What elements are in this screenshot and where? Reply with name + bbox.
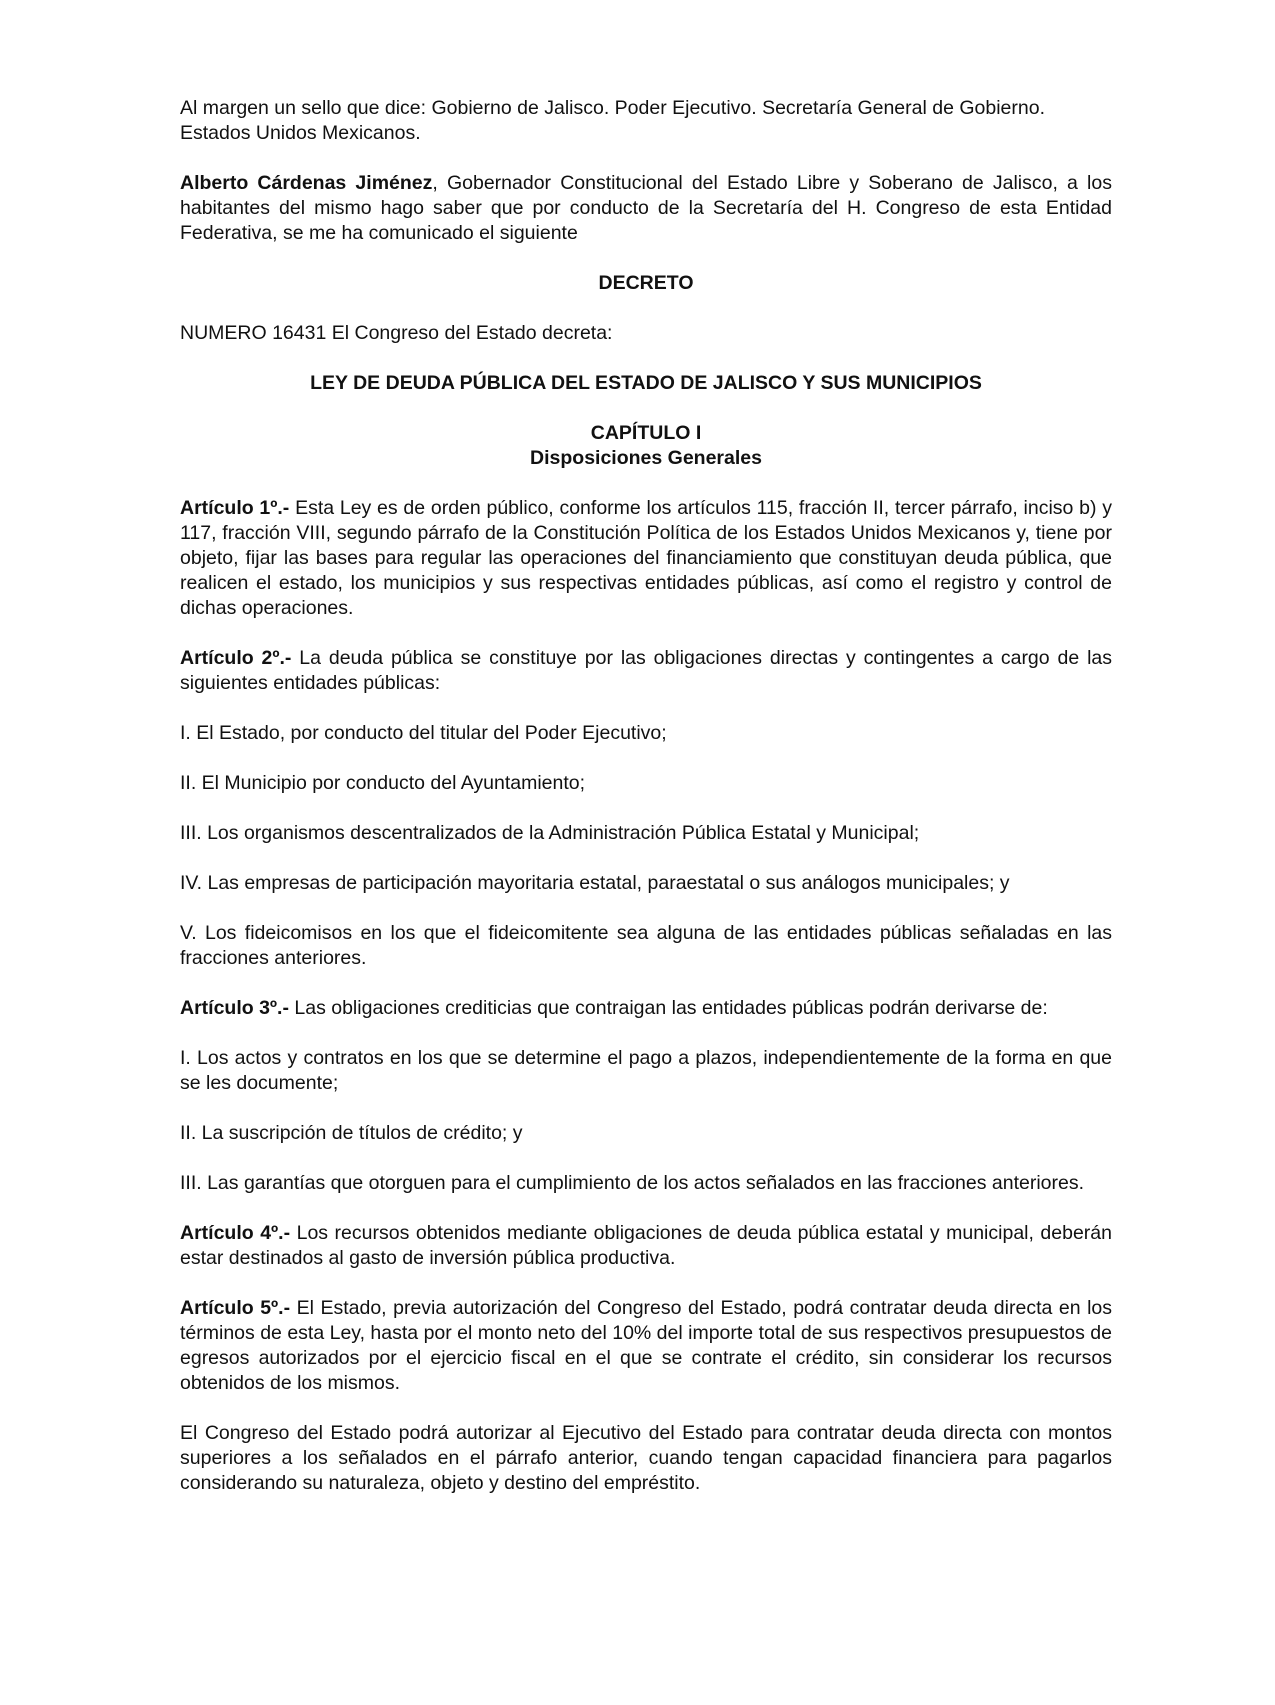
article-2-fraction-3: III. Los organismos descentralizados de la Administración Pública Estatal y Municipal; — [180, 822, 920, 844]
seal-paragraph: Al margen un sello que dice: Gobierno de Jalisco. Poder Ejecutivo. Secretaría General de Gobierno. Estados Unidos Mexicanos. — [180, 97, 1045, 144]
governor-text: , Gobernador Constitucional del Estado Libre y Soberano de Jalisco, a los habitantes del mismo hago saber que por conducto de la Secretaría del H. Congreso de esta Entidad Federativa, se me ha comunicado el siguiente — [180, 172, 1112, 244]
article-1-text: Esta Ley es de orden público, conforme los artículos 115, fracción II, tercer párrafo, inciso b) y 117, fracción VIII, segundo párrafo de la Constitución Política de los Estados Unidos Mexicanos y, tiene por objeto, fijar las bases para regular las operaciones del financiamiento que constituyan deuda pública, que realicen el estado, los municipios y sus respectivas entidades públicas, así como el registro y control de dichas operaciones. — [180, 497, 1112, 619]
article-1 — [180, 496, 1112, 621]
article-5-label: Artículo 5º.- — [180, 1297, 291, 1319]
article-2-fraction-1: I. El Estado, por conducto del titular del Poder Ejecutivo; — [180, 722, 667, 744]
article-4-label: Artículo 4º.- — [180, 1222, 291, 1244]
document-body — [180, 96, 1112, 1521]
article-5-text: El Estado, previa autorización del Congreso del Estado, podrá contratar deuda directa en los términos de esta Ley, hasta por el monto neto del 10% del importe total de sus respectivos presupuestos de egresos autorizados por el ejercicio fiscal en el que se contrate el crédito, sin considerar los recursos obtenidos de los mismos. — [180, 1297, 1112, 1394]
article-3-fraction-3: III. Las garantías que otorguen para el cumplimiento de los actos señalados en las fracciones anteriores. — [180, 1172, 1085, 1194]
article-4-text: Los recursos obtenidos mediante obligaciones de deuda pública estatal y municipal, deberán estar destinados al gasto de inversión pública productiva. — [180, 1222, 1112, 1269]
article-2-fraction-5: V. Los fideicomisos en los que el fideicomitente sea alguna de las entidades públicas señaladas en las fracciones anteriores. — [180, 922, 1112, 969]
article-3-fraction-1: I. Los actos y contratos en los que se determine el pago a plazos, independientemente de la forma en que se les documente; — [180, 1047, 1112, 1094]
article-4 — [180, 1221, 1112, 1271]
article-5-paragraph-2: El Congreso del Estado podrá autorizar al Ejecutivo del Estado para contratar deuda directa con montos superiores a los señalados en el párrafo anterior, cuando tengan capacidad financiera para pagarlos considerando su naturaleza, objeto y destino del empréstito. — [180, 1422, 1112, 1494]
chapter-number: CAPÍTULO I — [590, 422, 702, 444]
article-2-label: Artículo 2º.- — [180, 647, 292, 669]
article-2-fraction-2: II. El Municipio por conducto del Ayuntamiento; — [180, 772, 586, 794]
article-3-text: Las obligaciones crediticias que contraigan las entidades públicas podrán derivarse de: — [288, 997, 1048, 1019]
governor-paragraph — [180, 171, 1112, 246]
article-3-fraction-2: II. La suscripción de títulos de crédito; y — [180, 1122, 523, 1144]
article-2-fraction-4: IV. Las empresas de participación mayoritaria estatal, paraestatal o sus análogos municipales; y — [180, 872, 1010, 894]
law-title: LEY DE DEUDA PÚBLICA DEL ESTADO DE JALISCO Y SUS MUNICIPIOS — [310, 372, 982, 394]
article-3-label: Artículo 3º.- — [180, 997, 289, 1019]
article-2-text: La deuda pública se constituye por las obligaciones directas y contingentes a cargo de las siguientes entidades públicas: — [180, 647, 1112, 694]
article-5 — [180, 1296, 1112, 1396]
chapter-name: Disposiciones Generales — [530, 447, 762, 469]
article-3 — [180, 996, 1112, 1021]
governor-name: Alberto Cárdenas Jiménez — [180, 172, 433, 194]
decree-number: NUMERO 16431 El Congreso del Estado decreta: — [180, 322, 613, 344]
chapter-heading — [180, 421, 1112, 471]
article-2 — [180, 646, 1112, 696]
article-1-label: Artículo 1º.- — [180, 497, 290, 519]
decree-title: DECRETO — [598, 272, 694, 294]
